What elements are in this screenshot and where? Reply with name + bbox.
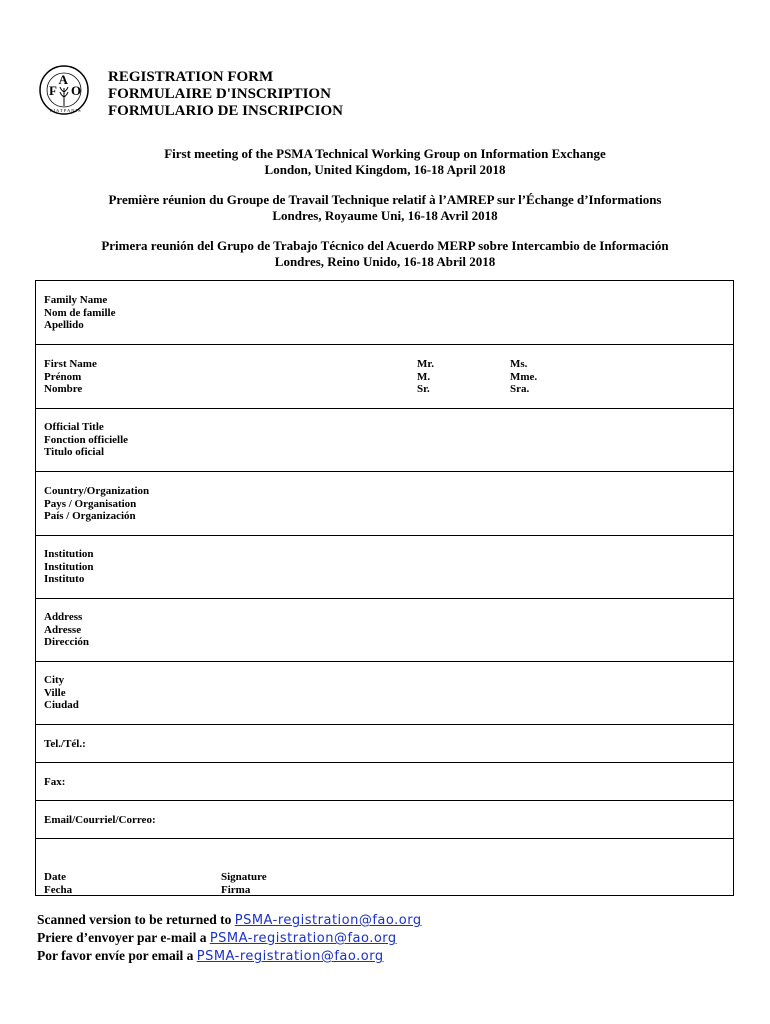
tel-field[interactable] (36, 725, 733, 763)
address-label (44, 611, 89, 649)
first-name-field[interactable] (36, 345, 733, 409)
city-label-fr: Ville (44, 686, 66, 699)
first-name-label-en: First Name (44, 358, 97, 370)
return-text-en: Scanned version to be returned to (37, 912, 235, 927)
meeting-fr-line1: Première réunion du Groupe de Travail Technique relatif à l’AMREP sur l’Échange d’Informations (108, 192, 662, 207)
address-field[interactable] (36, 599, 733, 662)
signature-label (221, 871, 267, 896)
address-label-es: Dirección (44, 636, 90, 649)
title-male-option[interactable] (417, 358, 434, 396)
meeting-es (0, 238, 770, 269)
family-name-label-en: Family Name (44, 294, 108, 306)
official-title-field[interactable] (36, 409, 733, 472)
date-signature-field[interactable] (36, 839, 733, 896)
fao-logo (38, 64, 90, 116)
svg-text:F I A T P A N I S: F I A T P A N I S (50, 108, 81, 113)
date-label-en: Date (44, 871, 66, 883)
email-label: Email/Courriel/Correo: (44, 814, 156, 826)
return-instructions (37, 911, 422, 965)
form-titles (108, 69, 343, 120)
country-label-fr: Pays / Organisation (44, 497, 137, 510)
official-title-label (44, 421, 128, 459)
meeting-en-line2: London, United Kingdom, 16-18 April 2018 (264, 161, 506, 177)
official-title-label-es: Titulo oficial (44, 446, 104, 459)
title-male-en: Mr. (417, 358, 435, 370)
return-line-fr (37, 929, 422, 947)
title-female-fr: Mme. (510, 370, 538, 383)
svg-text:A: A (58, 72, 68, 87)
meeting-en-line1: First meeting of the PSMA Technical Working Group on Information Exchange (164, 146, 606, 161)
meeting-en (0, 146, 770, 177)
first-name-label-fr: Prénom (44, 370, 82, 383)
city-label (44, 674, 79, 712)
email-field[interactable] (36, 801, 733, 839)
institution-field[interactable] (36, 536, 733, 599)
family-name-field[interactable] (36, 281, 733, 345)
signature-label-en: Signature (221, 871, 267, 883)
country-label-es: País / Organización (44, 510, 136, 523)
return-text-fr: Priere d’envoyer par e-mail a (37, 930, 210, 945)
country-field[interactable] (36, 472, 733, 536)
fax-label: Fax: (44, 776, 66, 788)
title-male-es: Sr. (417, 383, 430, 396)
institution-label-fr: Institution (44, 560, 94, 573)
meeting-fr-line2: Londres, Royaume Uni, 16-18 Avril 2018 (272, 207, 498, 223)
return-line-es (37, 947, 422, 965)
registration-form (35, 280, 734, 896)
date-label-es: Fecha (44, 883, 73, 896)
meeting-fr (0, 192, 770, 223)
registration-email-link[interactable]: PSMA-registration@fao.org (209, 931, 397, 946)
signature-label-es: Firma (221, 883, 251, 896)
title-female-option[interactable] (510, 358, 537, 396)
title-en: REGISTRATION FORM (108, 69, 274, 85)
meeting-es-line1: Primera reunión del Grupo de Trabajo Técnico del Acuerdo MERP sobre Intercambio de Información (101, 238, 669, 253)
family-name-label-es: Apellido (44, 319, 84, 332)
first-name-label-es: Nombre (44, 383, 83, 396)
title-fr: FORMULAIRE D'INSCRIPTION (108, 86, 331, 102)
family-name-label-fr: Nom de famille (44, 306, 116, 319)
svg-text:F: F (49, 83, 57, 98)
country-label (44, 485, 149, 523)
official-title-label-en: Official Title (44, 421, 104, 433)
return-text-es: Por favor envíe por email a (37, 948, 197, 963)
title-male-fr: M. (417, 370, 431, 383)
return-line-en (37, 911, 422, 929)
address-label-fr: Adresse (44, 623, 82, 636)
address-label-en: Address (44, 611, 83, 623)
title-female-es: Sra. (510, 383, 530, 396)
family-name-label (44, 294, 115, 332)
city-label-en: City (44, 674, 65, 686)
institution-label-en: Institution (44, 548, 94, 560)
svg-text:O: O (71, 83, 82, 98)
official-title-label-fr: Fonction officielle (44, 433, 129, 446)
date-label (44, 871, 72, 896)
registration-email-link[interactable]: PSMA-registration@fao.org (234, 913, 422, 928)
title-es: FORMULARIO DE INSCRIPCION (108, 103, 344, 119)
meeting-es-line2: Londres, Reino Unido, 16-18 Abril 2018 (274, 253, 496, 269)
city-label-es: Ciudad (44, 699, 79, 712)
city-field[interactable] (36, 662, 733, 725)
tel-label: Tel./Tél.: (44, 738, 86, 750)
registration-email-link[interactable]: PSMA-registration@fao.org (196, 949, 384, 964)
first-name-label (44, 358, 97, 396)
title-female-en: Ms. (510, 358, 528, 370)
fax-field[interactable] (36, 763, 733, 801)
institution-label (44, 548, 94, 586)
institution-label-es: Instituto (44, 573, 85, 586)
country-label-en: Country/Organization (44, 485, 150, 497)
